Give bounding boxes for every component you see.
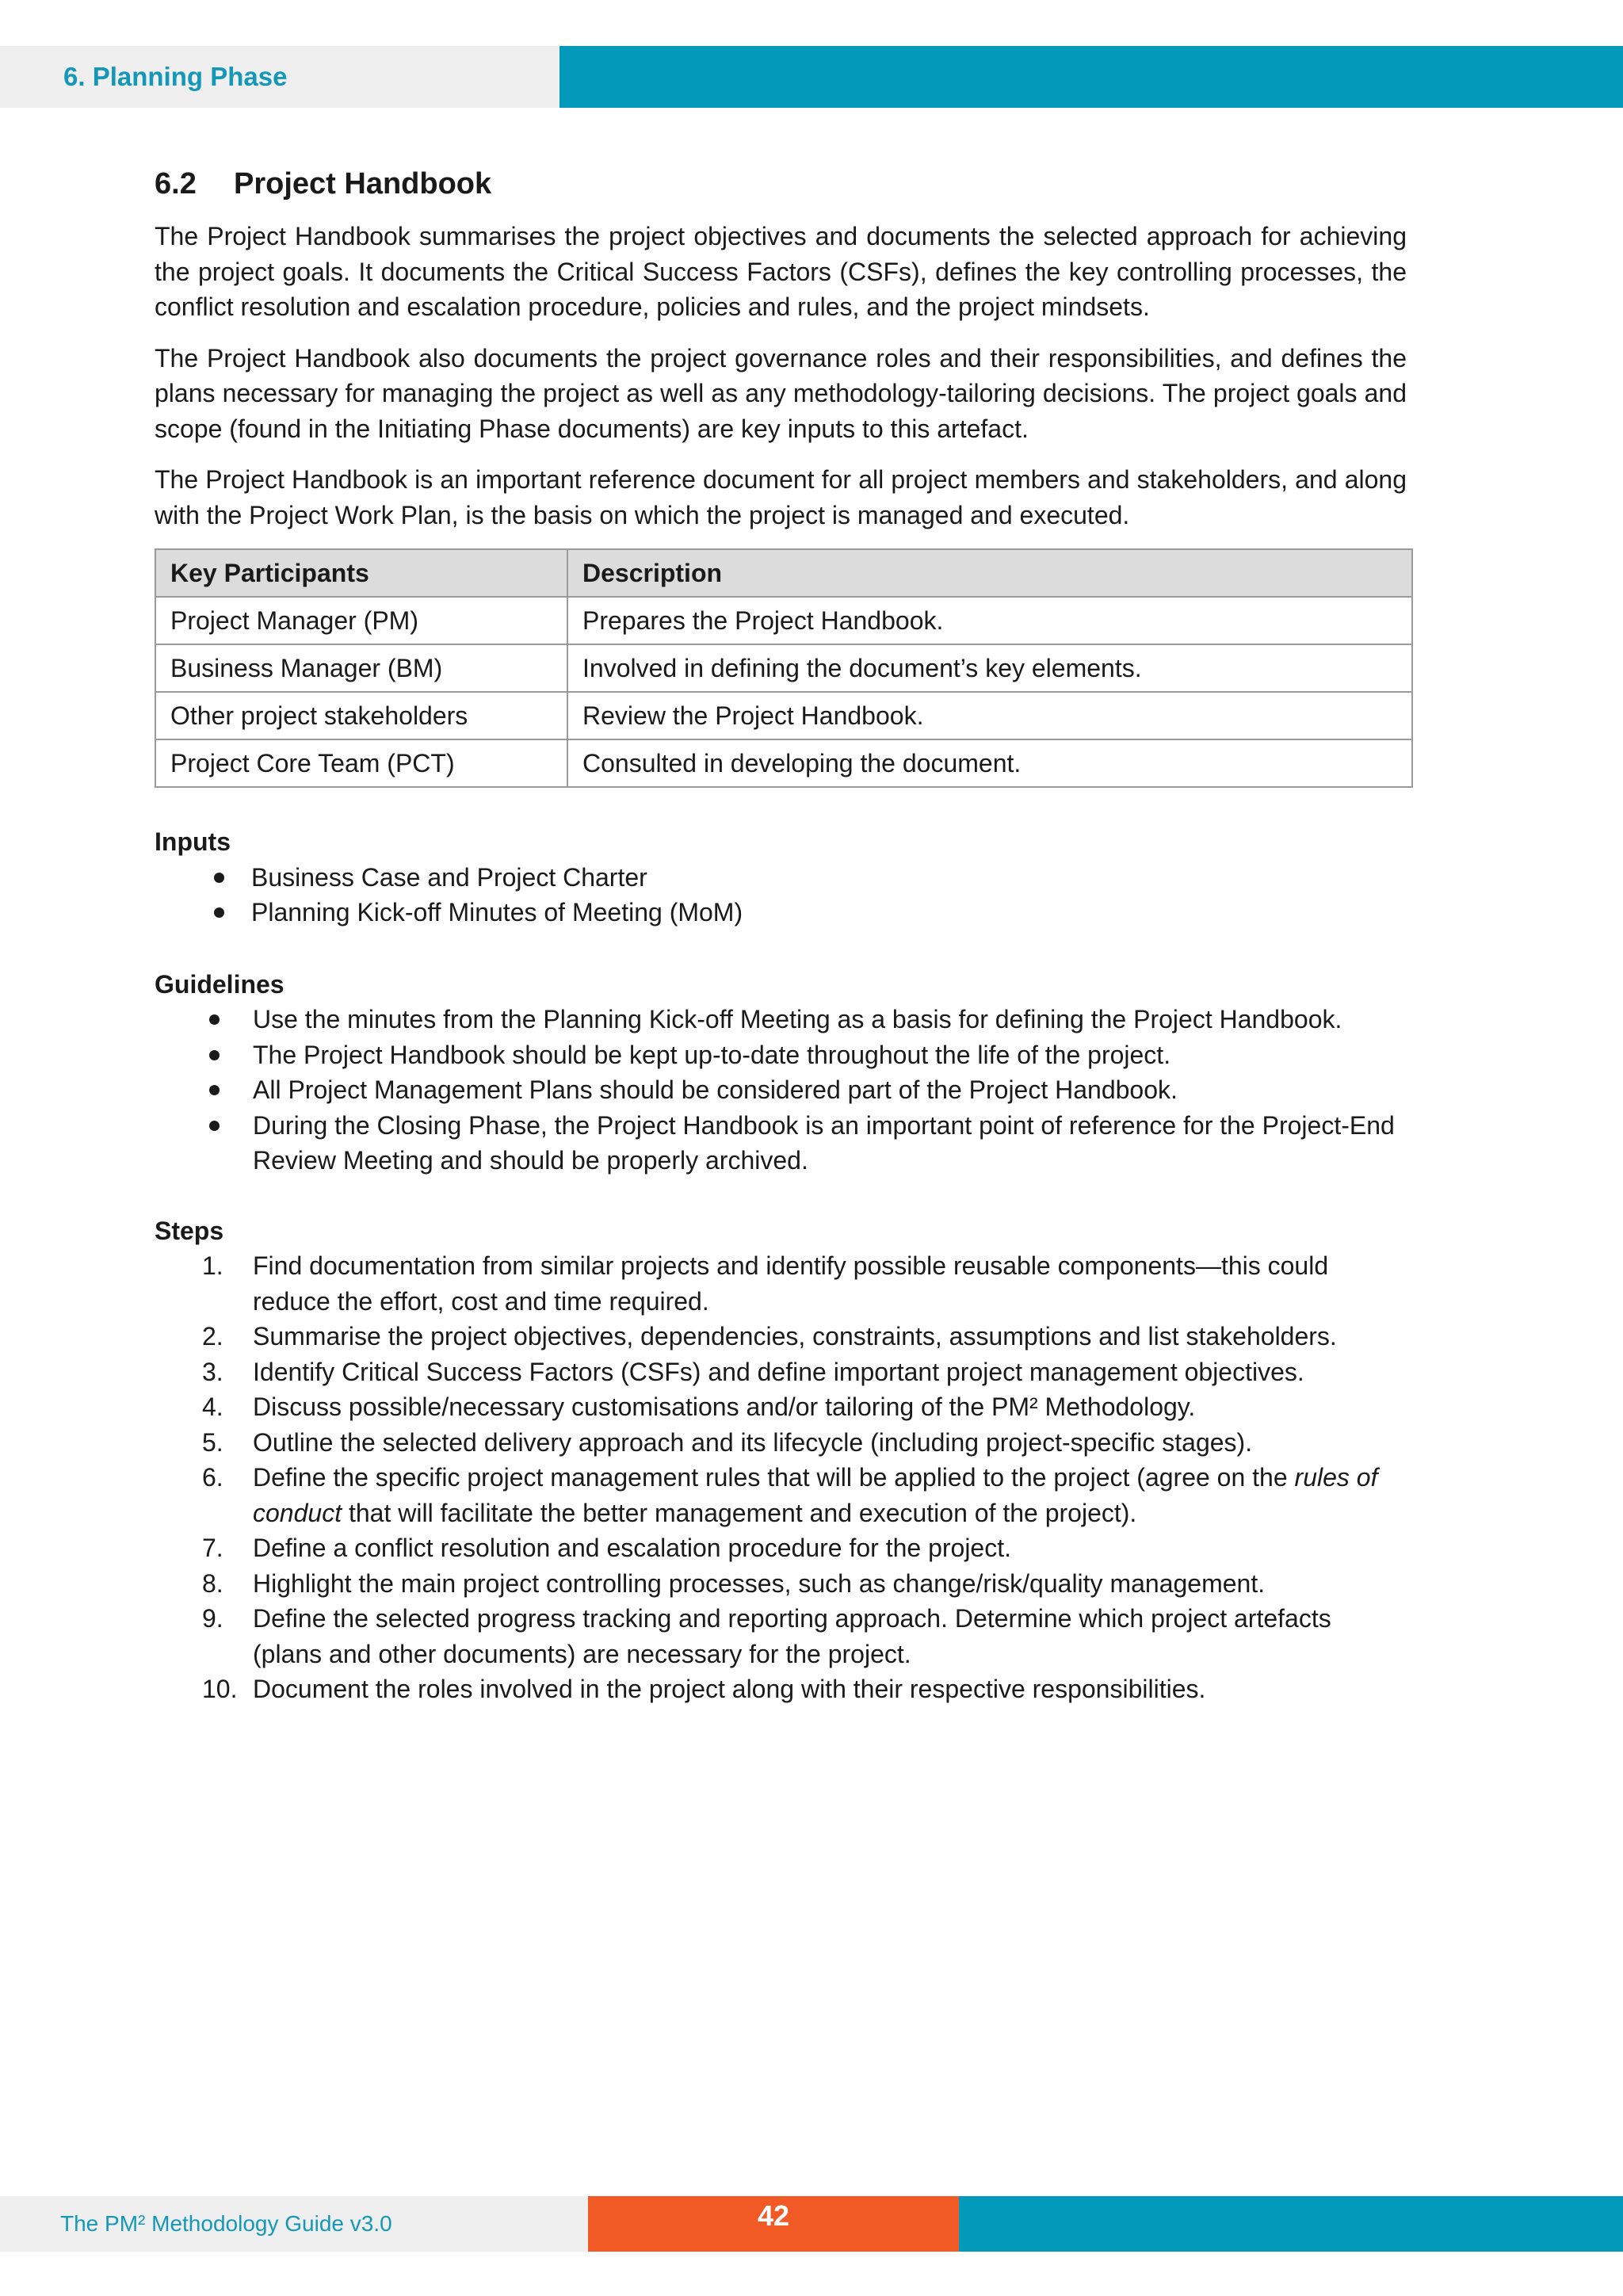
step-number: 2.: [202, 1322, 223, 1350]
participant-cell: Business Manager (BM): [155, 644, 567, 692]
step-item: [155, 1319, 1407, 1354]
step-number: 9.: [202, 1604, 223, 1633]
bullet-icon: [214, 907, 224, 918]
step-text: Highlight the main project controlling processes, such as change/risk/quality management.: [253, 1568, 1266, 1598]
intro-paragraph-2: The Project Handbook also documents the project governance roles and their responsibilities, and defines the plans necessary for managing the project as well as any methodology-tailoring decisions. The project goals and scope (found in the Initiating Phase documents) are key inputs to this artefact.: [155, 343, 1407, 443]
participant-cell: Project Core Team (PCT): [155, 739, 567, 787]
step-number: 6.: [202, 1463, 223, 1492]
step-number: 8.: [202, 1568, 223, 1598]
participant-cell: Project Manager (PM): [155, 597, 567, 644]
description-cell: Involved in defining the document’s key elements.: [567, 644, 1412, 692]
list-item: Planning Kick-off Minutes of Meeting (MoM): [155, 895, 1407, 930]
section-title: Project Handbook: [234, 167, 492, 201]
step-text: Find documentation from similar projects and identify possible reusable components—this could reduce the effort, cost and time required.: [253, 1251, 1329, 1316]
list-item: The Project Handbook should be kept up-to-date throughout the life of the project.: [155, 1037, 1407, 1073]
description-cell: Review the Project Handbook.: [567, 692, 1412, 739]
description-cell: Prepares the Project Handbook.: [567, 597, 1412, 644]
step-item: [155, 1425, 1407, 1461]
steps-list: [155, 1248, 1407, 1707]
column-header-participants: Key Participants: [155, 549, 567, 597]
table-row: [155, 644, 1412, 692]
intro-paragraph-1: The Project Handbook summarises the project objectives and documents the selected approach for achieving the project goals. It documents the Critical Success Factors (CSFs), defines the key controlling processes, the conflict resolution and escalation procedure, policies and rules, and the project mindsets.: [155, 222, 1407, 321]
step-text: Summarise the project objectives, dependencies, constraints, assumptions and list stakeholders.: [253, 1322, 1337, 1350]
step-number: 4.: [202, 1392, 223, 1421]
page-number: 42: [588, 2196, 959, 2252]
steps-heading: Steps: [155, 1216, 224, 1245]
guidelines-heading: Guidelines: [155, 969, 285, 999]
step-item: [155, 1601, 1407, 1671]
table-row: [155, 597, 1412, 644]
step-text: Define the selected progress tracking and reporting approach. Determine which project artefacts (plans and other documents) are necessary for the project.: [253, 1604, 1331, 1668]
step-item: [155, 1671, 1407, 1707]
step-item: [155, 1460, 1407, 1530]
page-content: [155, 159, 1407, 1707]
step-text: Discuss possible/necessary customisations and/or tailoring of the PM² Methodology.: [253, 1392, 1196, 1421]
header-accent-bar: [559, 46, 1623, 108]
step-item: [155, 1566, 1407, 1602]
section-heading: [155, 159, 1407, 209]
inputs-list: [155, 860, 1407, 930]
bullet-icon: [209, 1121, 220, 1131]
step-emphasis: rules of conduct: [253, 1463, 1378, 1527]
inputs-heading: Inputs: [155, 827, 231, 856]
table-row: [155, 692, 1412, 739]
bullet-icon: [209, 1014, 220, 1025]
step-item: [155, 1389, 1407, 1425]
guidelines-list: [155, 1002, 1407, 1179]
step-number: 7.: [202, 1534, 223, 1562]
step-text: Define a conflict resolution and escalation procedure for the project.: [253, 1534, 1011, 1562]
column-header-description: Description: [567, 549, 1412, 597]
footer-accent-bar: [959, 2196, 1623, 2252]
step-text: Outline the selected delivery approach and its lifecycle (including project-specific stages).: [253, 1427, 1253, 1457]
bullet-icon: [209, 1050, 220, 1060]
step-number: 1.: [202, 1251, 223, 1280]
participant-cell: Other project stakeholders: [155, 692, 567, 739]
step-text: Identify Critical Success Factors (CSFs) and define important project management objectives.: [253, 1357, 1304, 1386]
list-item: Business Case and Project Charter: [155, 860, 1407, 896]
participants-table: [155, 548, 1413, 788]
list-item: All Project Management Plans should be considered part of the Project Handbook.: [155, 1072, 1407, 1108]
step-number: 10.: [202, 1675, 238, 1703]
step-text-after: that will facilitate the better management and execution of the project).: [342, 1498, 1137, 1527]
list-item: Use the minutes from the Planning Kick-off Meeting as a basis for defining the Project Handbook.: [155, 1002, 1407, 1037]
step-item: [155, 1248, 1407, 1319]
list-item: During the Closing Phase, the Project Handbook is an important point of reference for the Project-End Review Meeting and should be properly archived.: [155, 1108, 1407, 1179]
step-number: 5.: [202, 1427, 223, 1457]
step-text: Document the roles involved in the project along with their respective responsibilities.: [253, 1675, 1206, 1703]
footer-title: The PM² Methodology Guide v3.0: [60, 2211, 392, 2236]
step-item: [155, 1354, 1407, 1390]
step-number: 3.: [202, 1357, 223, 1386]
bullet-icon: [214, 873, 224, 883]
section-number: 6.2: [155, 167, 197, 201]
bullet-icon: [209, 1085, 220, 1095]
description-cell: Consulted in developing the document.: [567, 739, 1412, 787]
step-item: [155, 1530, 1407, 1566]
table-header-row: [155, 549, 1412, 597]
intro-paragraph-3: The Project Handbook is an important reference document for all project members and stakeholders, and along with the Project Work Plan, is the basis on which the project is managed and executed.: [155, 465, 1407, 529]
step-text-before: Define the specific project management rules that will be applied to the project (agree on the: [253, 1463, 1295, 1492]
table-row: [155, 739, 1412, 787]
chapter-title: 6. Planning Phase: [63, 62, 288, 91]
